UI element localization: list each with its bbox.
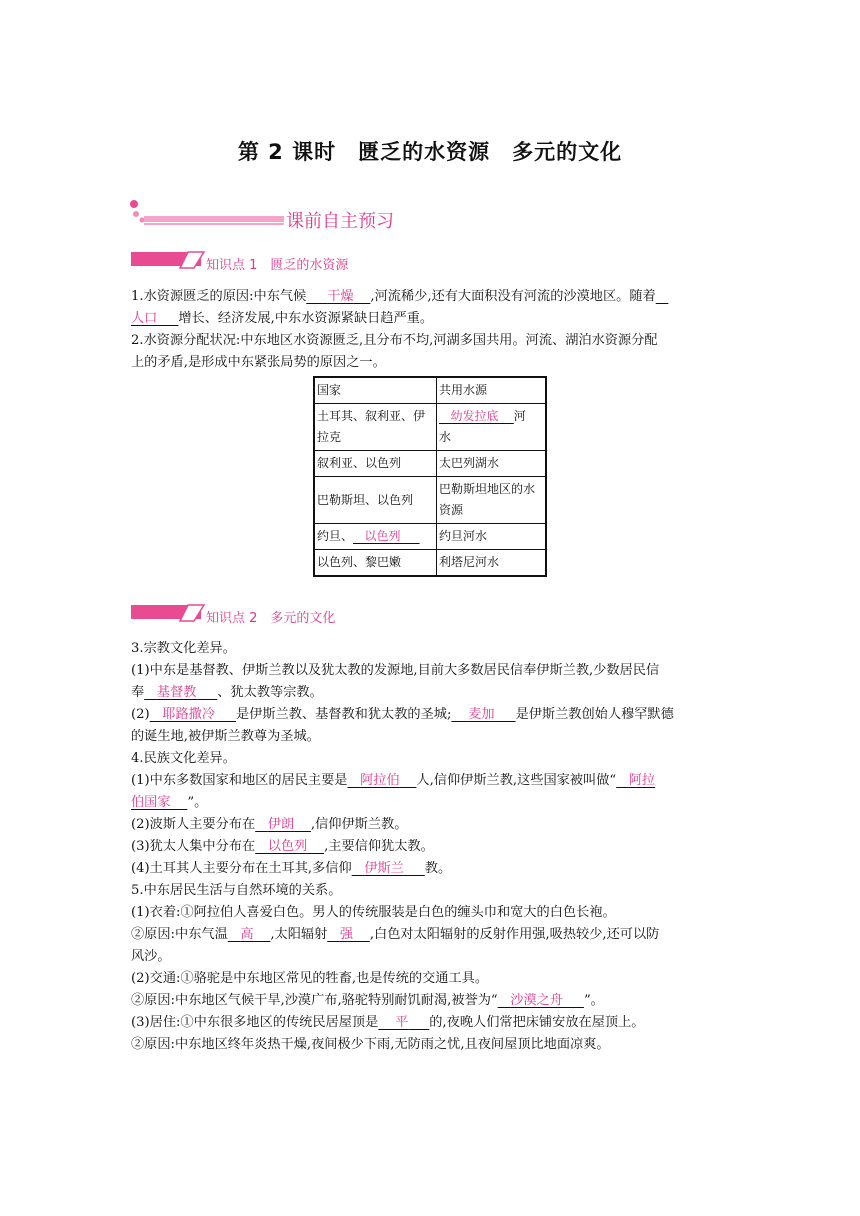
q3-1b: 奉 基督教 、犹太教等宗教。 — [131, 685, 323, 700]
paragraph-2a: 2.水资源分配状况:中东地区水资源匮乏,且分布不均,河湖多国共用。河流、湖泊水资源分配 — [131, 333, 658, 348]
answer-arab-countries-b: 伯国家 — [131, 795, 171, 810]
kp1-slash-icon — [178, 250, 206, 270]
kp2-label: 知识点 2 多元的文化 — [206, 611, 336, 626]
answer-islam: 伊斯兰 — [364, 861, 404, 876]
water-table — [313, 376, 547, 577]
table-cell: 幼发拉底 河 水 — [437, 404, 547, 451]
q3-2a: (2) 耶路撒冷 是伊斯兰教、基督教和犹太教的圣城; 麦加 是伊斯兰教创始人穆罕默德 — [131, 707, 674, 722]
answer-iran: 伊朗 — [267, 817, 295, 832]
paragraph-1a: 1.水资源匮乏的原因:中东气候 干燥 ,河流稀少,还有大面积没有河流的沙漠地区。随着 — [131, 289, 656, 304]
q4-heading: 4.民族文化差异。 — [131, 751, 236, 766]
answer-high: 高 — [240, 927, 254, 942]
table-cell: 约旦河水 — [437, 524, 547, 550]
table-cell: 太巴列湖水 — [437, 451, 547, 477]
answer-christianity: 基督教 — [156, 685, 197, 700]
q3-2b: 的诞生地,被伊斯兰教尊为圣城。 — [131, 729, 320, 744]
table-row — [314, 377, 546, 404]
q4-3: (3)犹太人集中分布在 以色列 ,主要信仰犹太教。 — [131, 839, 434, 854]
table-row — [314, 524, 546, 550]
answer-ship-of-desert: 沙漠之舟 — [510, 993, 563, 1008]
q5-2-reason: ②原因:中东地区气候干旱,沙漠广布,骆驼特别耐饥耐渴,被誉为“ 沙漠之舟 ”。 — [131, 993, 604, 1008]
q5-2: (2)交通:①骆驼是中东地区常见的牲畜,也是传统的交通工具。 — [131, 971, 489, 986]
paragraph-2b: 上的矛盾,是形成中东紧张局势的原因之一。 — [131, 355, 386, 370]
q5-1: (1)衣着:①阿拉伯人喜爱白色。男人的传统服装是白色的缠头巾和宽大的白色长袍。 — [131, 905, 616, 920]
q5-3-reason: ②原因:中东地区终年炎热干燥,夜间极少下雨,无防雨之忧,且夜间屋顶比地面凉爽。 — [131, 1037, 610, 1052]
kp1-label: 知识点 1 匮乏的水资源 — [206, 258, 349, 273]
q4-1b: 伯国家 ”。 — [131, 795, 208, 810]
table-header-water: 共用水源 — [437, 377, 547, 404]
kp2-slash-icon — [178, 603, 206, 623]
answer-arab: 阿拉伯 — [360, 773, 400, 788]
q5-1-reason-a: ②原因:中东气温 高 ,太阳辐射 强 ,白色对太阳辐射的反射作用强,吸热较少,还可以防 — [131, 927, 660, 942]
section-heading: 课前自主预习 — [286, 211, 394, 232]
table-cell: 土耳其、叙利亚、伊 拉克 — [314, 404, 437, 451]
section-decoration — [128, 198, 288, 228]
table-cell: 巴勒斯坦、以色列 — [314, 477, 437, 524]
answer-population: 人口 — [131, 311, 158, 326]
answer-mecca: 麦加 — [468, 707, 495, 722]
answer-flat: 平 — [395, 1015, 409, 1030]
answer-arab-countries-a: 阿拉 — [628, 773, 656, 788]
q5-1-reason-b: 风沙。 — [131, 949, 171, 964]
answer-euphrates: 幼发拉底 — [450, 409, 499, 423]
q3-heading: 3.宗教文化差异。 — [131, 641, 236, 656]
q4-2: (2)波斯人主要分布在 伊朗 ,信仰伊斯兰教。 — [131, 817, 408, 832]
table-row — [314, 550, 546, 577]
table-header-country: 国家 — [314, 377, 437, 404]
table-cell: 约旦、 以色列 — [314, 524, 437, 550]
q3-1a: (1)中东是基督教、伊斯兰教以及犹太教的发源地,目前大多数居民信奉伊斯兰教,少数居民信 — [131, 663, 660, 678]
answer-israel: 以色列 — [364, 529, 401, 543]
table-cell: 巴勒斯坦地区的水 资源 — [437, 477, 547, 524]
table-cell: 叙利亚、以色列 — [314, 451, 437, 477]
answer-jerusalem: 耶路撒冷 — [162, 707, 216, 722]
table-row — [314, 477, 546, 524]
q5-heading: 5.中东居民生活与自然环境的关系。 — [131, 883, 342, 898]
answer-israel-2: 以色列 — [267, 839, 308, 854]
answer-dry: 干燥 — [327, 289, 354, 304]
page-title: 第 2 课时 匮乏的水资源 多元的文化 — [237, 140, 623, 164]
q4-4: (4)土耳其人主要分布在土耳其,多信仰 伊斯兰 教。 — [131, 861, 452, 876]
table-row — [314, 404, 546, 451]
table-cell: 利塔尼河水 — [437, 550, 547, 577]
table-cell: 以色列、黎巴嫩 — [314, 550, 437, 577]
q4-1a: (1)中东多数国家和地区的居民主要是 阿拉伯 人,信仰伊斯兰教,这些国家被叫做“ 阿拉 — [131, 773, 656, 788]
q5-3: (3)居住:①中东很多地区的传统民居屋顶是 平 的,夜晚人们常把床铺安放在屋顶上。 — [131, 1015, 645, 1030]
paragraph-1b: 人口 增长、经济发展,中东水资源紧缺日趋严重。 — [131, 311, 434, 326]
table-row — [314, 451, 546, 477]
answer-strong: 强 — [339, 927, 354, 942]
